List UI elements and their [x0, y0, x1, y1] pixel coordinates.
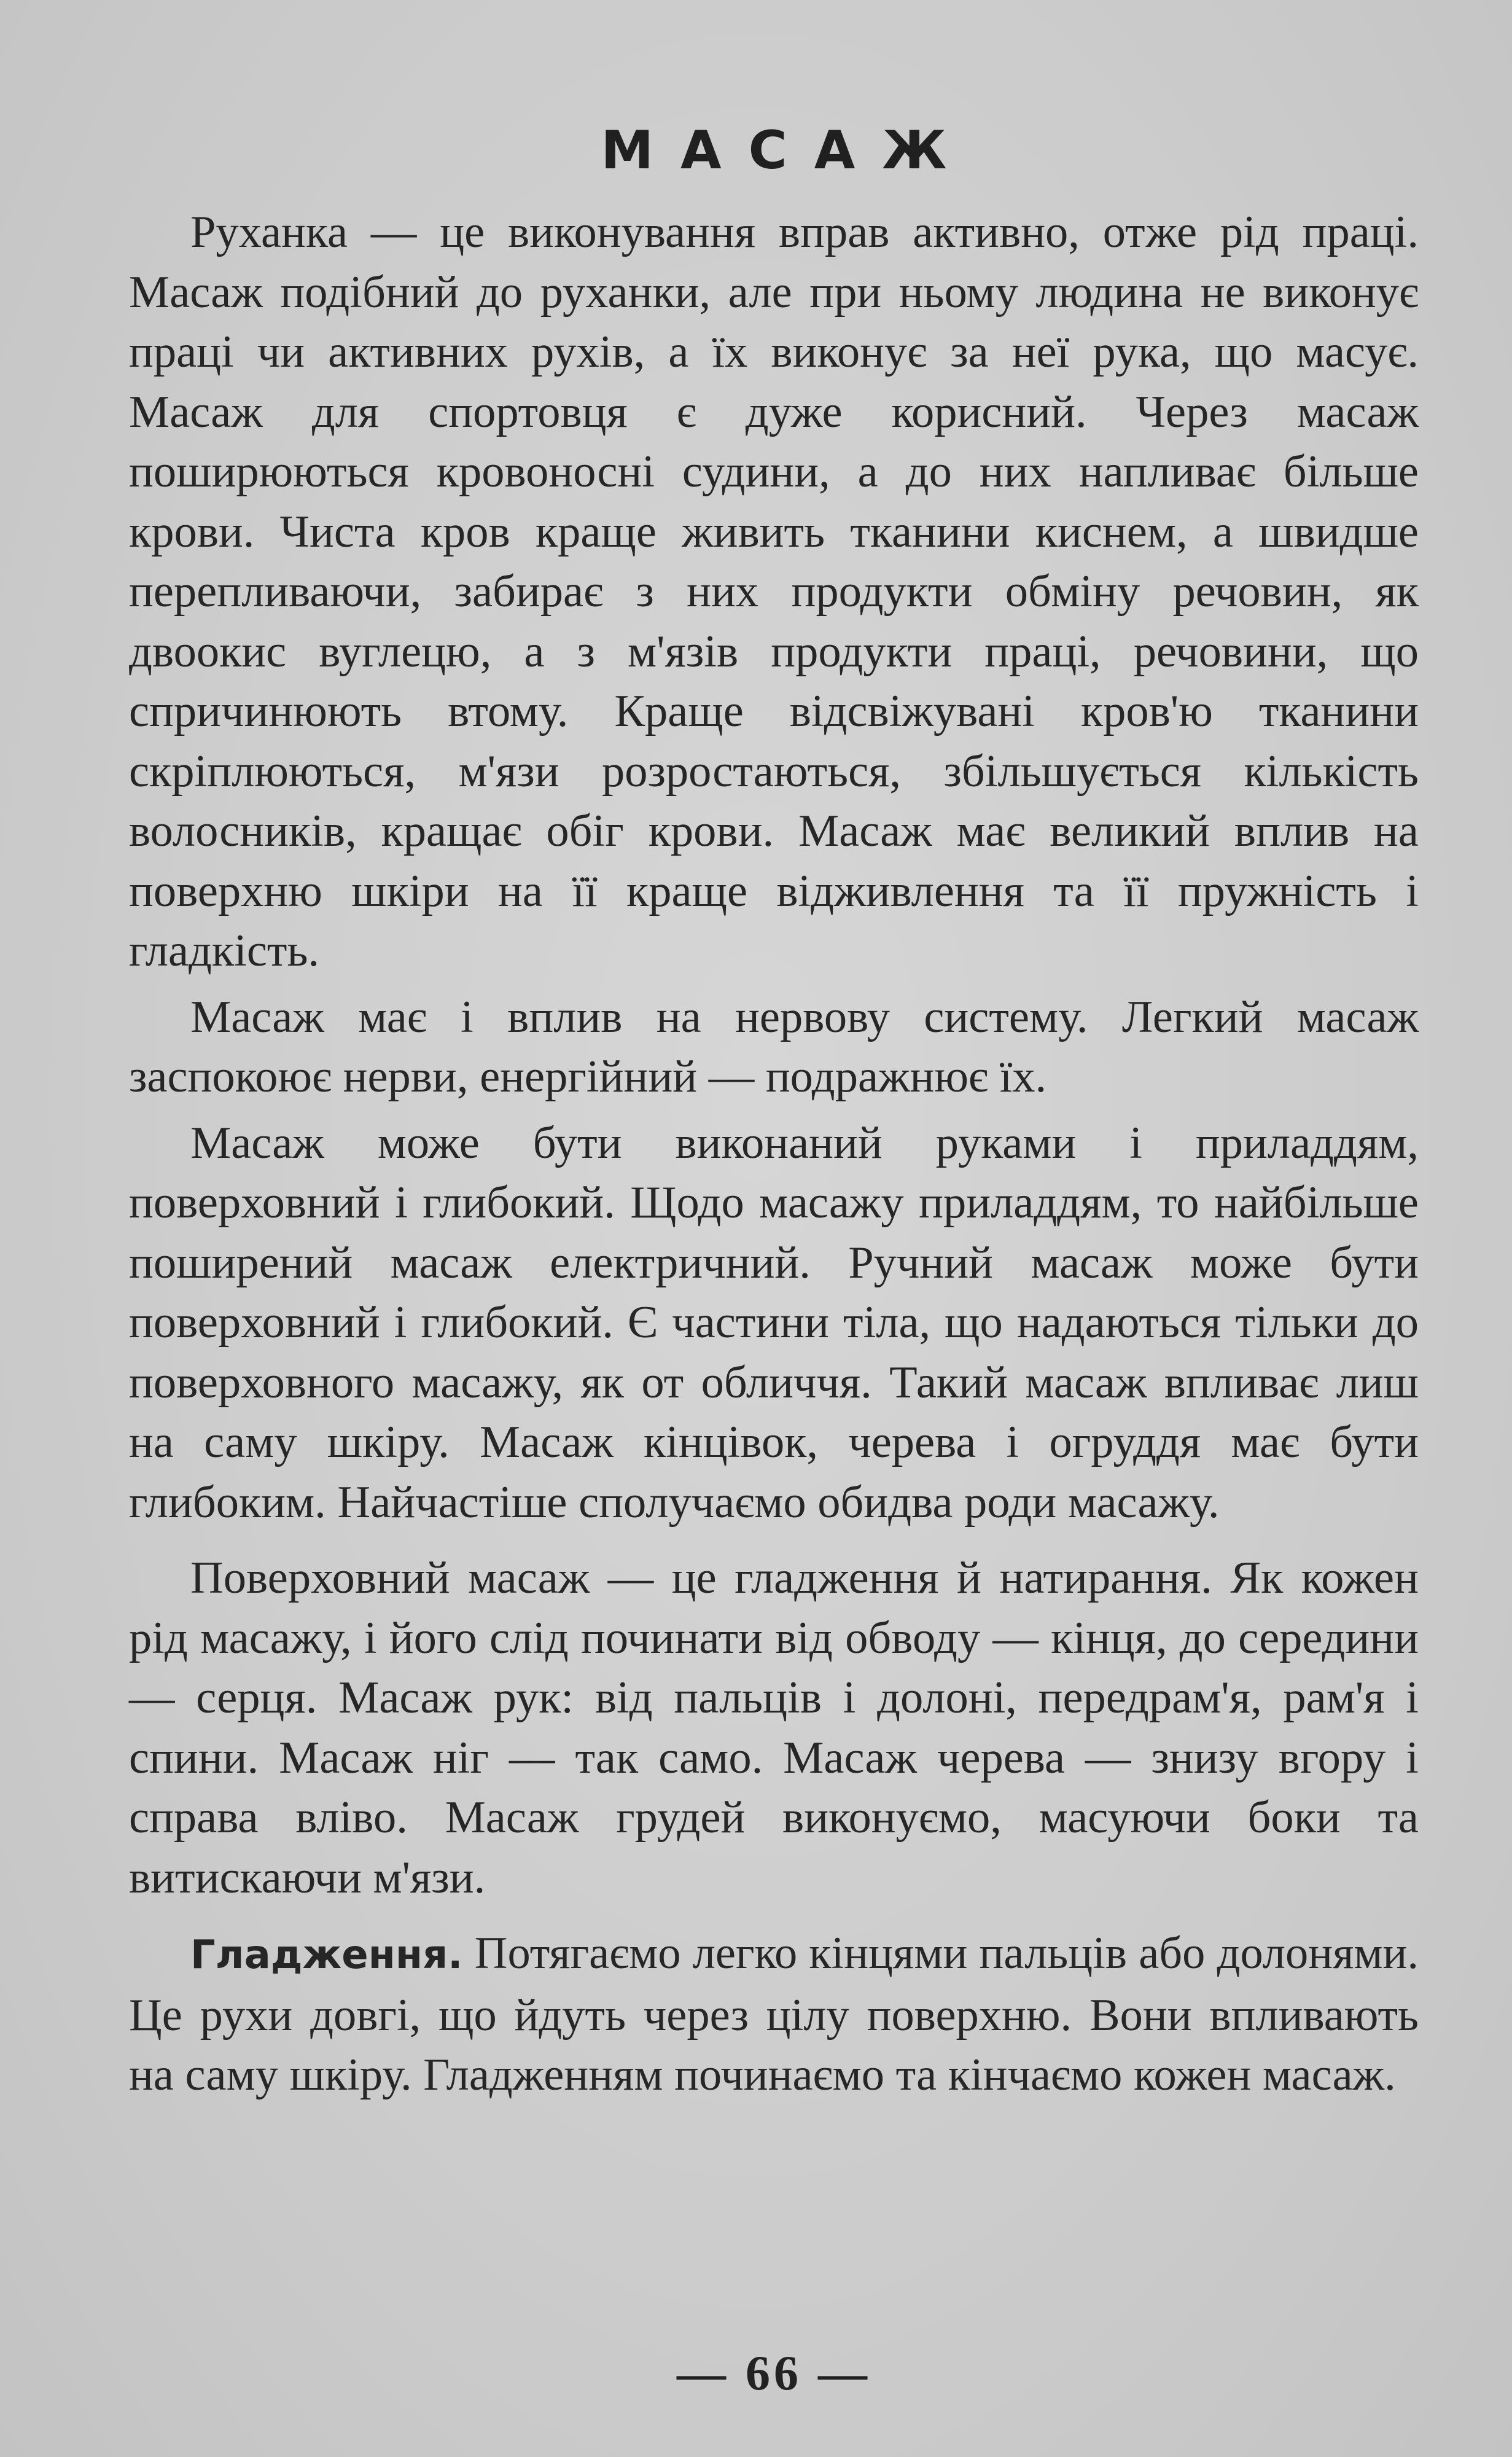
book-page: [129, 104, 1419, 2414]
paragraph-4: Поверховний масаж — це гладження й натирання. Як кожен рід масажу, і його слід починати від обводу — кінця, до середини — серця. Масаж рук: від пальців і долоні, передрам'я, рам'я і спини. Масаж ніг — так само. Масаж черева — знизу вгору і справа вліво. Масаж грудей виконуємо, масуючи боки та витискаючи м'язи.: [129, 1553, 1419, 1903]
page-number: — 66 —: [677, 2346, 871, 2400]
page-title: МАСАЖ: [601, 120, 974, 181]
paragraph-5: [129, 1924, 1419, 2106]
paragraph-5-text: Потягаємо легко кінцями пальців або долонями. Це рухи довгі, що йдуть через цілу поверхню. Вони впливають на саму шкіру. Гладженням починаємо та кінчаємо кожен масаж.: [129, 1928, 1419, 2100]
paragraph-3: Масаж може бути виконаний руками і приладдям, поверховний і глибокий. Щодо масажу приладдям, то найбільше поширений масаж електричний. Ручний масаж може бути поверховний і глибокий. Є частини тіла, що надаються тільки до поверховного масажу, як от обличчя. Такий масаж впливає лиш на саму шкіру. Масаж кінцівок, черева і огруддя має бути глибоким. Найчастіше сполучаємо обидва роди масажу.: [129, 1117, 1419, 1528]
paragraph-5-heading: Гладження.: [190, 1932, 463, 1978]
paragraph-1: Руханка — це виконування вправ активно, отже рід праці. Масаж подібний до руханки, але при ньому людина не виконує праці чи активних рухів, а їх виконує за неї рука, що масує. Масаж для спортовця є дуже корисний. Через масаж поширюються кровоносні судини, а до них напливає більше крови. Чиста кров краще живить тканини киснем, а швидше перепливаючи, забирає з них продукти обміну речовин, як двоокис вуглецю, а з м'язів продукти праці, речовини, що спричинюють втому. Краще відсвіжувані кров'ю тканини скріплюються, м'язи розростаються, збільшується кількість волосників, кращає обіг крови. Масаж має великий вплив на поверхню шкіри на її краще відживлення та її пружність і гладкість.: [129, 207, 1419, 976]
paragraph-2: Масаж має і вплив на нервову систему. Легкий масаж заспокоює нерви, енергійний — подражнює їх.: [129, 991, 1419, 1102]
